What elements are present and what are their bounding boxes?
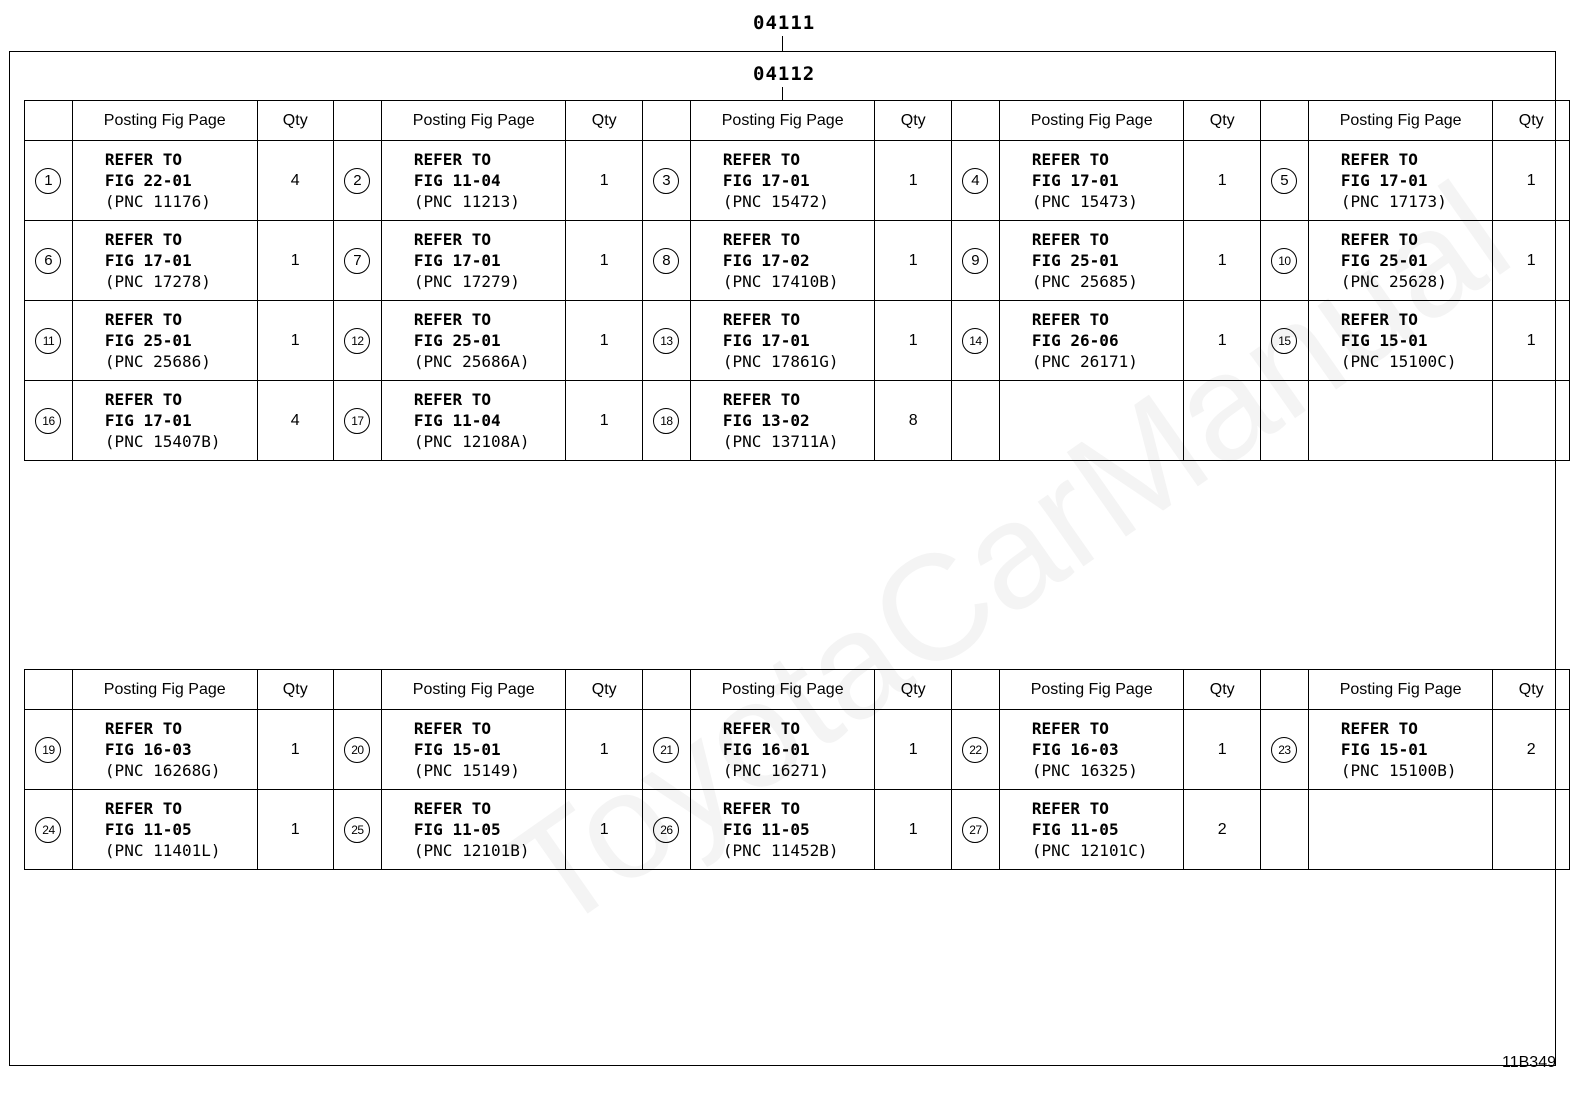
quantity-cell (257, 141, 333, 221)
quantity-value: 1 (1217, 740, 1227, 758)
pnc-reference: (PNC 16271) (722, 761, 829, 780)
posting-reference-cell (72, 141, 257, 221)
quantity-cell (257, 381, 333, 461)
refer-to-label: REFER TO (1340, 719, 1418, 738)
posting-reference-cell (999, 710, 1184, 790)
quantity-value: 1 (908, 171, 918, 189)
posting-reference-cell (690, 141, 875, 221)
pnc-reference: (PNC 25686A) (413, 352, 530, 371)
fig-reference: FIG 17-01 (104, 411, 192, 430)
quantity-cell (1493, 790, 1570, 870)
item-number-badge: 7 (344, 248, 370, 274)
item-number-badge: 4 (962, 168, 988, 194)
refer-to-label: REFER TO (413, 150, 491, 169)
quantity-value: 1 (1217, 331, 1227, 349)
quantity-value: 1 (290, 820, 300, 838)
posting-reference-cell (999, 381, 1184, 461)
header-blank-cell (951, 101, 999, 141)
item-number-cell (333, 790, 381, 870)
quantity-value: 8 (908, 411, 918, 429)
fig-reference: FIG 15-01 (1340, 331, 1428, 350)
quantity-cell (875, 301, 951, 381)
refer-to-label: REFER TO (104, 310, 182, 329)
quantity-cell (875, 141, 951, 221)
quantity-cell (1493, 141, 1570, 221)
item-number-cell (642, 790, 690, 870)
item-number-cell (1260, 381, 1308, 461)
pnc-reference: (PNC 25686) (104, 352, 211, 371)
posting-reference-cell (690, 221, 875, 301)
item-number-cell (333, 381, 381, 461)
fig-reference: FIG 16-03 (104, 740, 192, 759)
quantity-cell (257, 710, 333, 790)
pnc-reference: (PNC 15407B) (104, 432, 221, 451)
quantity-cell (566, 790, 642, 870)
item-number-cell (1260, 790, 1308, 870)
quantity-value: 1 (290, 251, 300, 269)
posting-reference-cell (381, 301, 566, 381)
refer-to-label: REFER TO (1031, 230, 1109, 249)
posting-reference-cell (999, 221, 1184, 301)
posting-reference-cell (72, 790, 257, 870)
header-qty: Qty (1493, 101, 1570, 141)
item-number-badge: 21 (653, 737, 679, 763)
table-row (25, 381, 1570, 461)
refer-to-label: REFER TO (1031, 799, 1109, 818)
header-qty: Qty (566, 670, 642, 710)
item-number-badge: 13 (653, 328, 679, 354)
outer-assembly-code: 04111 (753, 12, 816, 34)
item-number-cell (951, 381, 999, 461)
item-number-badge: 12 (344, 328, 370, 354)
figure-id: 11B349 (1502, 1054, 1556, 1071)
refer-to-label: REFER TO (413, 719, 491, 738)
quantity-cell (1184, 221, 1260, 301)
header-posting-fig-page: Posting Fig Page (1308, 101, 1493, 141)
table-row (25, 790, 1570, 870)
quantity-value: 4 (290, 171, 300, 189)
posting-reference-cell (72, 221, 257, 301)
fig-reference: FIG 13-02 (722, 411, 810, 430)
header-posting-fig-page: Posting Fig Page (690, 670, 875, 710)
header-qty: Qty (1184, 101, 1260, 141)
posting-reference-cell (1308, 381, 1493, 461)
refer-to-label: REFER TO (722, 799, 800, 818)
refer-to-label: REFER TO (1031, 719, 1109, 738)
refer-to-label: REFER TO (104, 799, 182, 818)
header-blank-cell (642, 670, 690, 710)
fig-reference: FIG 11-04 (413, 411, 501, 430)
quantity-cell (566, 710, 642, 790)
quantity-value: 1 (1526, 251, 1536, 269)
fig-reference: FIG 17-02 (722, 251, 810, 270)
fig-reference: FIG 15-01 (1340, 740, 1428, 759)
quantity-value: 1 (599, 171, 609, 189)
quantity-cell (875, 221, 951, 301)
fig-reference: FIG 17-01 (1031, 171, 1119, 190)
pnc-reference: (PNC 17278) (104, 272, 211, 291)
posting-reference-cell (1308, 710, 1493, 790)
quantity-value: 1 (290, 740, 300, 758)
pnc-reference: (PNC 11401L) (104, 841, 221, 860)
item-number-badge: 3 (653, 168, 679, 194)
header-blank-cell (25, 101, 73, 141)
item-number-cell (25, 301, 73, 381)
fig-reference: FIG 11-04 (413, 171, 501, 190)
fig-reference: FIG 16-03 (1031, 740, 1119, 759)
item-number-cell (642, 141, 690, 221)
header-qty: Qty (257, 670, 333, 710)
posting-reference-cell (381, 221, 566, 301)
quantity-cell (257, 790, 333, 870)
refer-to-label: REFER TO (104, 150, 182, 169)
posting-reference-cell (1308, 790, 1493, 870)
pnc-reference: (PNC 17173) (1340, 192, 1447, 211)
pnc-reference: (PNC 17861G) (722, 352, 839, 371)
refer-to-label: REFER TO (413, 230, 491, 249)
header-blank-cell (1260, 101, 1308, 141)
pnc-reference: (PNC 15100B) (1340, 761, 1457, 780)
fig-reference: FIG 17-01 (722, 171, 810, 190)
table-row (25, 141, 1570, 221)
pnc-reference: (PNC 17279) (413, 272, 520, 291)
quantity-value: 1 (908, 251, 918, 269)
header-posting-fig-page: Posting Fig Page (72, 101, 257, 141)
item-number-cell (1260, 710, 1308, 790)
item-number-badge: 19 (35, 737, 61, 763)
fig-reference: FIG 25-01 (1031, 251, 1119, 270)
fig-reference: FIG 11-05 (104, 820, 192, 839)
fig-reference: FIG 17-01 (104, 251, 192, 270)
item-number-cell (642, 301, 690, 381)
quantity-value: 1 (599, 820, 609, 838)
inner-assembly-code: 04112 (753, 63, 816, 85)
item-number-badge: 27 (962, 817, 988, 843)
posting-reference-cell (690, 710, 875, 790)
fig-reference: FIG 17-01 (722, 331, 810, 350)
item-number-badge: 25 (344, 817, 370, 843)
header-posting-fig-page: Posting Fig Page (381, 101, 566, 141)
inner-code-leader (782, 87, 783, 100)
fig-reference: FIG 25-01 (1340, 251, 1428, 270)
fig-reference: FIG 26-06 (1031, 331, 1119, 350)
header-blank-cell (333, 101, 381, 141)
item-number-badge: 2 (344, 168, 370, 194)
item-number-cell (333, 141, 381, 221)
quantity-value: 1 (1217, 251, 1227, 269)
pnc-reference: (PNC 25628) (1340, 272, 1447, 291)
item-number-badge: 8 (653, 248, 679, 274)
pnc-reference: (PNC 12101B) (413, 841, 530, 860)
quantity-value: 1 (599, 331, 609, 349)
parts-table-lower (24, 669, 1570, 870)
quantity-value: 1 (908, 820, 918, 838)
item-number-badge: 15 (1271, 328, 1297, 354)
fig-reference: FIG 11-05 (1031, 820, 1119, 839)
item-number-cell (25, 710, 73, 790)
posting-reference-cell (72, 301, 257, 381)
fig-reference: FIG 17-01 (413, 251, 501, 270)
pnc-reference: (PNC 12101C) (1031, 841, 1148, 860)
refer-to-label: REFER TO (104, 230, 182, 249)
pnc-reference: (PNC 12108A) (413, 432, 530, 451)
header-blank-cell (951, 670, 999, 710)
item-number-badge: 20 (344, 737, 370, 763)
header-blank-cell (333, 670, 381, 710)
quantity-cell (875, 790, 951, 870)
item-number-cell (25, 790, 73, 870)
quantity-cell (566, 381, 642, 461)
header-qty: Qty (875, 101, 951, 141)
item-number-badge: 9 (962, 248, 988, 274)
pnc-reference: (PNC 17410B) (722, 272, 839, 291)
fig-reference: FIG 25-01 (413, 331, 501, 350)
item-number-badge: 1 (35, 168, 61, 194)
item-number-badge: 6 (35, 248, 61, 274)
quantity-cell (257, 221, 333, 301)
quantity-cell (1184, 381, 1260, 461)
refer-to-label: REFER TO (722, 230, 800, 249)
quantity-cell (1493, 301, 1570, 381)
item-number-badge: 10 (1271, 248, 1297, 274)
refer-to-label: REFER TO (413, 390, 491, 409)
quantity-cell (1184, 790, 1260, 870)
fig-reference: FIG 17-01 (1340, 171, 1428, 190)
item-number-badge: 17 (344, 408, 370, 434)
item-number-badge: 16 (35, 408, 61, 434)
refer-to-label: REFER TO (413, 799, 491, 818)
pnc-reference: (PNC 15100C) (1340, 352, 1457, 371)
posting-reference-cell (381, 790, 566, 870)
item-number-cell (1260, 221, 1308, 301)
item-number-cell (25, 141, 73, 221)
refer-to-label: REFER TO (722, 719, 800, 738)
header-qty: Qty (566, 101, 642, 141)
header-row (25, 101, 1570, 141)
refer-to-label: REFER TO (104, 719, 182, 738)
item-number-cell (951, 221, 999, 301)
item-number-cell (1260, 301, 1308, 381)
pnc-reference: (PNC 11213) (413, 192, 520, 211)
quantity-cell (257, 301, 333, 381)
header-blank-cell (642, 101, 690, 141)
quantity-cell (1493, 710, 1570, 790)
header-posting-fig-page: Posting Fig Page (999, 101, 1184, 141)
pnc-reference: (PNC 25685) (1031, 272, 1138, 291)
posting-reference-cell (381, 141, 566, 221)
header-blank-cell (25, 670, 73, 710)
quantity-cell (1184, 710, 1260, 790)
item-number-cell (333, 221, 381, 301)
header-posting-fig-page: Posting Fig Page (72, 670, 257, 710)
item-number-badge: 18 (653, 408, 679, 434)
quantity-value: 1 (908, 740, 918, 758)
quantity-value: 1 (1217, 171, 1227, 189)
item-number-badge: 22 (962, 737, 988, 763)
outer-code-leader (782, 36, 783, 51)
item-number-badge: 11 (35, 328, 61, 354)
pnc-reference: (PNC 15472) (722, 192, 829, 211)
quantity-value: 1 (1526, 331, 1536, 349)
item-number-badge: 23 (1271, 737, 1297, 763)
header-posting-fig-page: Posting Fig Page (381, 670, 566, 710)
posting-reference-cell (690, 301, 875, 381)
quantity-cell (875, 381, 951, 461)
header-qty: Qty (257, 101, 333, 141)
item-number-badge: 24 (35, 817, 61, 843)
header-qty: Qty (875, 670, 951, 710)
quantity-cell (566, 221, 642, 301)
pnc-reference: (PNC 11176) (104, 192, 211, 211)
header-posting-fig-page: Posting Fig Page (1308, 670, 1493, 710)
pnc-reference: (PNC 16325) (1031, 761, 1138, 780)
header-qty: Qty (1493, 670, 1570, 710)
quantity-value: 1 (599, 251, 609, 269)
fig-reference: FIG 11-05 (722, 820, 810, 839)
refer-to-label: REFER TO (1031, 150, 1109, 169)
refer-to-label: REFER TO (1340, 150, 1418, 169)
item-number-cell (642, 710, 690, 790)
posting-reference-cell (690, 790, 875, 870)
table-row (25, 301, 1570, 381)
fig-reference: FIG 22-01 (104, 171, 192, 190)
quantity-cell (1184, 141, 1260, 221)
refer-to-label: REFER TO (104, 390, 182, 409)
item-number-cell (333, 301, 381, 381)
quantity-cell (566, 141, 642, 221)
pnc-reference: (PNC 26171) (1031, 352, 1138, 371)
header-posting-fig-page: Posting Fig Page (690, 101, 875, 141)
header-qty: Qty (1184, 670, 1260, 710)
header-row (25, 670, 1570, 710)
item-number-cell (642, 221, 690, 301)
item-number-badge: 26 (653, 817, 679, 843)
posting-reference-cell (999, 141, 1184, 221)
header-blank-cell (1260, 670, 1308, 710)
quantity-value: 2 (1526, 740, 1536, 758)
fig-reference: FIG 15-01 (413, 740, 501, 759)
quantity-value: 1 (599, 411, 609, 429)
posting-reference-cell (1308, 221, 1493, 301)
item-number-cell (25, 381, 73, 461)
refer-to-label: REFER TO (1340, 230, 1418, 249)
quantity-value: 1 (290, 331, 300, 349)
pnc-reference: (PNC 13711A) (722, 432, 839, 451)
refer-to-label: REFER TO (413, 310, 491, 329)
fig-reference: FIG 16-01 (722, 740, 810, 759)
refer-to-label: REFER TO (722, 150, 800, 169)
item-number-cell (25, 221, 73, 301)
posting-reference-cell (999, 301, 1184, 381)
posting-reference-cell (1308, 141, 1493, 221)
item-number-cell (642, 381, 690, 461)
quantity-value: 2 (1217, 820, 1227, 838)
quantity-cell (875, 710, 951, 790)
quantity-value: 1 (1526, 171, 1536, 189)
posting-reference-cell (72, 381, 257, 461)
pnc-reference: (PNC 15149) (413, 761, 520, 780)
posting-reference-cell (72, 710, 257, 790)
header-posting-fig-page: Posting Fig Page (999, 670, 1184, 710)
item-number-cell (951, 141, 999, 221)
item-number-cell (1260, 141, 1308, 221)
quantity-cell (1184, 301, 1260, 381)
quantity-cell (566, 301, 642, 381)
posting-reference-cell (1308, 301, 1493, 381)
item-number-cell (333, 710, 381, 790)
quantity-cell (1493, 381, 1570, 461)
item-number-badge: 14 (962, 328, 988, 354)
fig-reference: FIG 11-05 (413, 820, 501, 839)
refer-to-label: REFER TO (1340, 310, 1418, 329)
fig-reference: FIG 25-01 (104, 331, 192, 350)
quantity-value: 4 (290, 411, 300, 429)
refer-to-label: REFER TO (722, 390, 800, 409)
pnc-reference: (PNC 11452B) (722, 841, 839, 860)
item-number-cell (951, 790, 999, 870)
posting-reference-cell (381, 381, 566, 461)
quantity-value: 1 (908, 331, 918, 349)
quantity-cell (1493, 221, 1570, 301)
posting-reference-cell (690, 381, 875, 461)
item-number-badge: 5 (1271, 168, 1297, 194)
parts-table-upper (24, 100, 1570, 461)
refer-to-label: REFER TO (722, 310, 800, 329)
pnc-reference: (PNC 15473) (1031, 192, 1138, 211)
pnc-reference: (PNC 16268G) (104, 761, 221, 780)
posting-reference-cell (381, 710, 566, 790)
refer-to-label: REFER TO (1031, 310, 1109, 329)
table-row (25, 710, 1570, 790)
quantity-value: 1 (599, 740, 609, 758)
item-number-cell (951, 710, 999, 790)
posting-reference-cell (999, 790, 1184, 870)
item-number-cell (951, 301, 999, 381)
table-row (25, 221, 1570, 301)
